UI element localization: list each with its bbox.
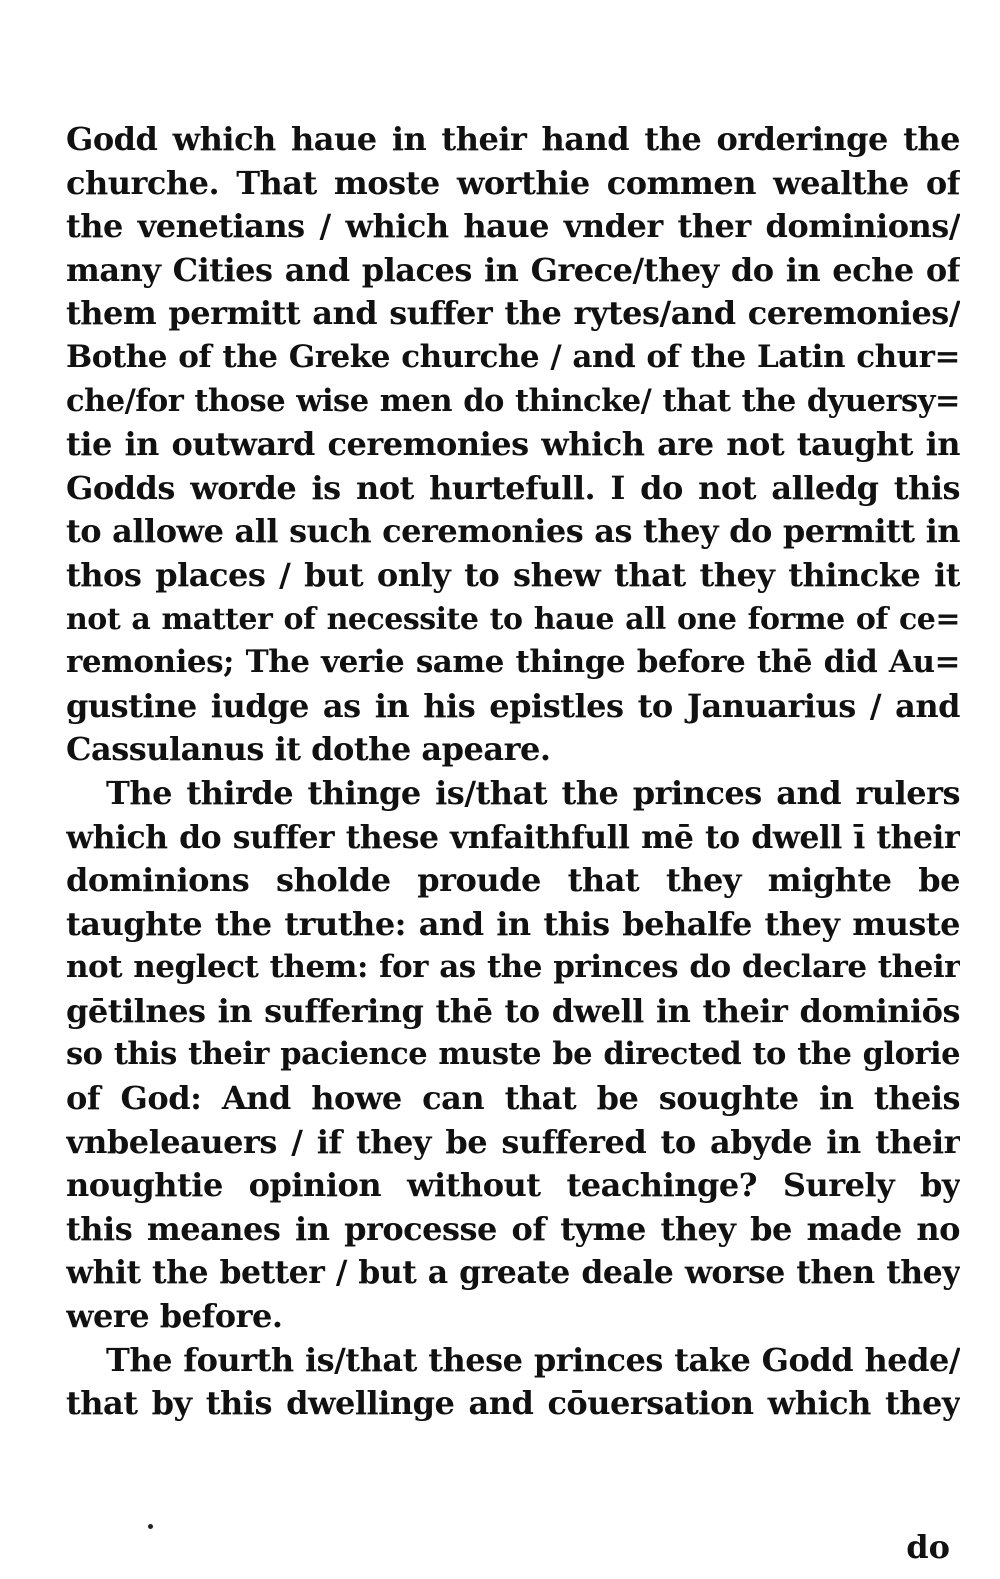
- text-line: vnbeleauers / if they be suffered to abyde in their: [66, 1122, 960, 1161]
- text-line: tie in outward ceremonies which are not taught in: [66, 425, 960, 464]
- ink-speck: [148, 1524, 153, 1529]
- paragraph-start-line: The thirde thinge is/that the princes and rulers: [106, 773, 960, 812]
- text-line: of God: And howe can that be soughte in theis: [66, 1079, 960, 1118]
- text-line: not a matter of necessite to haue all one forme of ce=: [66, 601, 960, 637]
- text-line: gētilnes in suffering thē to dwell in their dominiōs: [66, 991, 960, 1030]
- text-line: whit the better / but a greate deale worse then they: [66, 1254, 960, 1292]
- text-block: [66, 118, 960, 1426]
- text-line: Godd which haue in their hand the orderinge the: [66, 120, 960, 158]
- text-line: that by this dwellinge and cōuersation which they: [66, 1384, 960, 1423]
- text-line: Cassulanus it dothe apeare.: [66, 730, 551, 769]
- text-line: noughtie opinion without teachinge? Surely by: [66, 1166, 960, 1205]
- text-line: churche. That moste worthie commen wealthe of: [66, 163, 960, 202]
- text-line: this meanes in processe of tyme they be made no: [66, 1209, 960, 1248]
- text-line: remonies; The verie same thinge before thē did Au=: [66, 644, 960, 681]
- text-line: thos places / but only to shew that they thincke it: [66, 555, 960, 594]
- text-line: so this their pacience muste be directed to the glorie: [66, 1036, 960, 1073]
- text-line: to allowe all such ceremonies as they do permitt in: [66, 512, 960, 551]
- paragraph-start-line: The fourth is/that these princes take Godd hede/: [106, 1340, 960, 1379]
- text-line: gustine iudge as in his epistles to Januarius / and: [66, 686, 960, 725]
- text-line: many Cities and places in Grece/they do in eche of: [66, 250, 960, 289]
- text-line: the venetians / which haue vnder ther dominions/: [66, 207, 960, 246]
- text-line: them permitt and suffer the rytes/and ceremonies/: [66, 294, 960, 333]
- text-line: Godds worde is not hurtefull. I do not alledg this: [66, 468, 960, 507]
- text-line: taughte the truthe: and in this behalfe they muste: [66, 904, 960, 943]
- text-line: were before.: [66, 1297, 283, 1336]
- catchword: do: [906, 1528, 950, 1566]
- text-line: which do suffer these vnfaithfull mē to dwell ī their: [66, 818, 960, 856]
- text-line: not neglect them: for as the princes do declare their: [66, 949, 960, 986]
- text-line: che/for those wise men do thincke/ that the dyuersy=: [66, 382, 960, 419]
- text-line: dominions sholde proude that they mighte be: [66, 861, 960, 900]
- text-line: Bothe of the Greke churche / and of the Latin chur=: [66, 338, 960, 375]
